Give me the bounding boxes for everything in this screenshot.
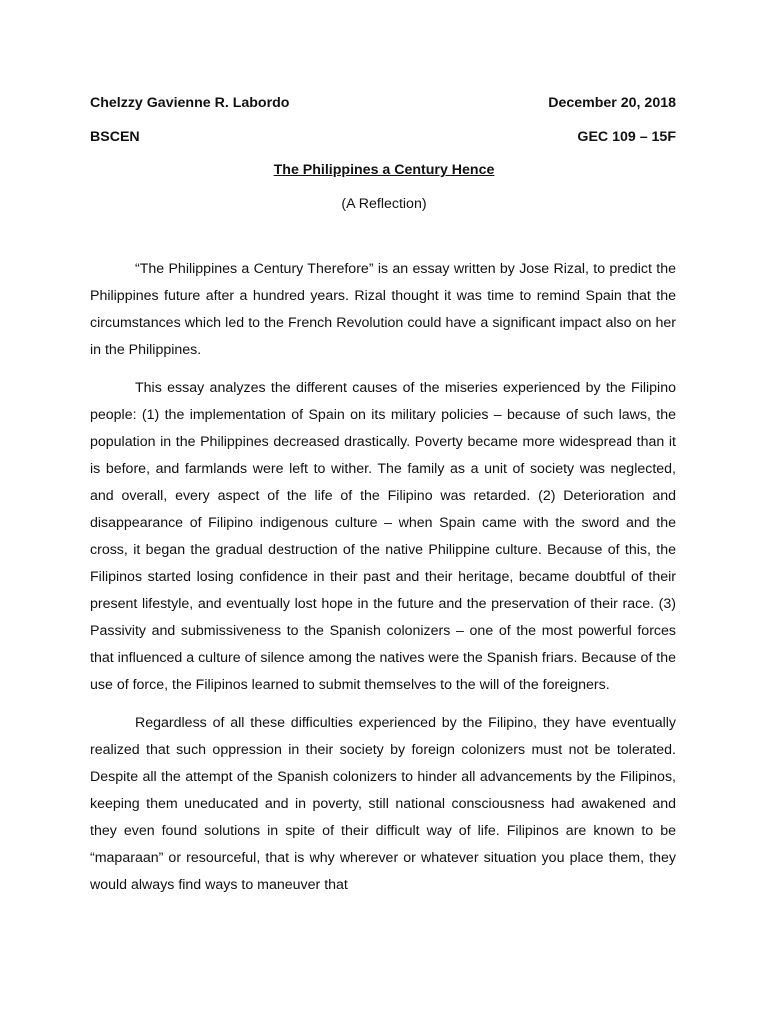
author-name: Chelzzy Gavienne R. Labordo	[90, 95, 290, 111]
program-name: BSCEN	[90, 129, 140, 145]
course-code: GEC 109 – 15F	[577, 129, 676, 145]
paragraph-2: This essay analyzes the different causes of the miseries experienced by the Filipino people: (1) the implementation of Spain on its military policies – because of such laws, the population in the Philippines decreased drastically. Poverty became more widespread than it is before, and farmlands were left to wither. The family as a unit of society was neglected, and overall, every aspect of the life of the Filipino was retarded. (2) Deterioration and disappearance of Filipino indigenous culture – when Spain came with the sword and the cross, it began the gradual destruction of the native Philippine culture. Because of this, the Filipinos started losing confidence in their past and their heritage, became doubtful of their present lifestyle, and eventually lost hope in the future and the preservation of their race. (3) Passivity and submissiveness to the Spanish colonizers – one of the most powerful forces that influenced a culture of silence among the natives were the Spanish friars. Because of the use of force, the Filipinos learned to submit themselves to the will of the foreigners.	[90, 380, 676, 693]
document-date: December 20, 2018	[548, 95, 676, 111]
header-row-2	[90, 128, 676, 146]
document-title: The Philippines a Century Hence	[273, 162, 495, 178]
paragraph-3: Regardless of all these difficulties experienced by the Filipino, they have eventually realized that such oppression in their society by foreign colonizers must not be tolerated. Despite all the attempt of the Spanish colonizers to hinder all advancements by the Filipinos, keeping them uneducated and in poverty, still national consciousness had awakened and they even found solutions in spite of their difficult way of life. Filipinos are known to be “maparaan” or resourceful, that is why wherever or whatever situation you place them, they would always find ways to maneuver that	[90, 715, 676, 893]
document-subtitle: (A Reflection)	[341, 196, 427, 212]
document-title-line	[0, 161, 768, 179]
paragraph-1: “The Philippines a Century Therefore” is an essay written by Jose Rizal, to predict the Philippines future after a hundred years. Rizal thought it was time to remind Spain that the circumstances which led to the French Revolution could have a significant impact also on her in the Philippines.	[90, 261, 676, 358]
header-row-1	[90, 94, 676, 112]
essay-body	[90, 256, 676, 910]
